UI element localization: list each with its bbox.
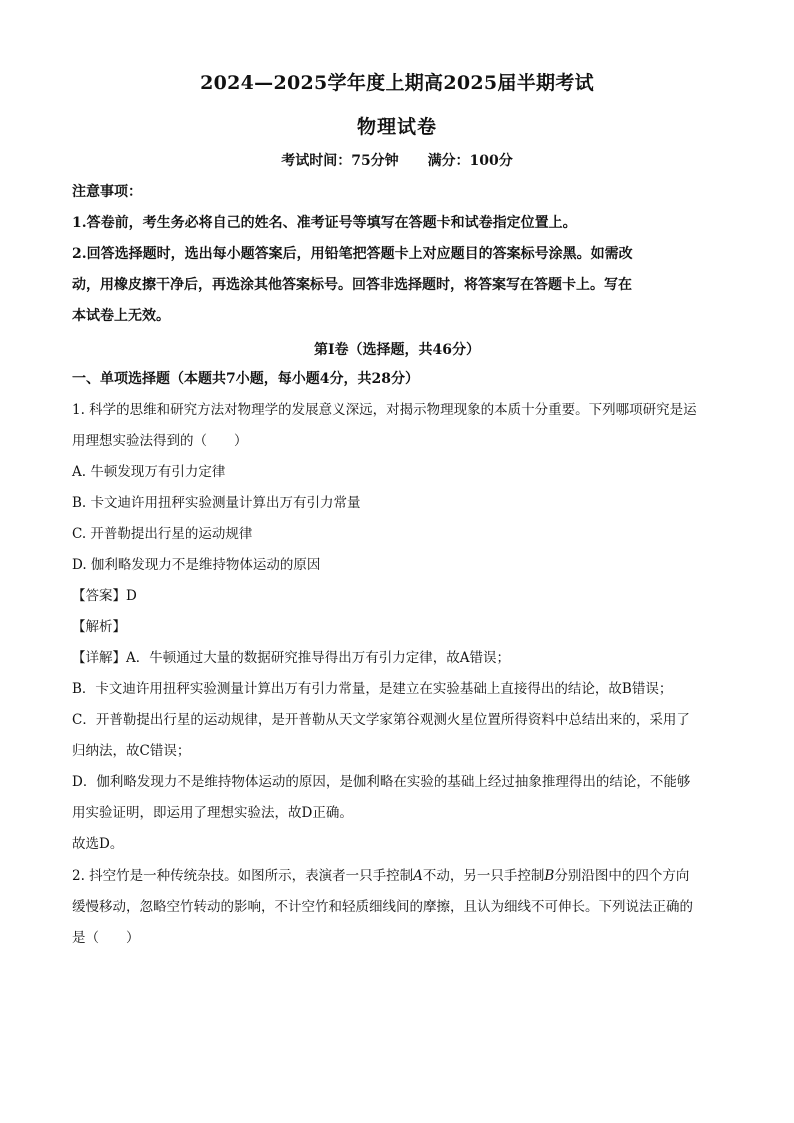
q2-stem-line-2: 缓慢移动，忽略空竹转动的影响，不计空竹和轻质细线间的摩擦，且认为细线不可伸长。下列说法正确的 xyxy=(72,899,693,915)
exam-full-score: 满分：100分 xyxy=(427,153,513,169)
exam-subtitle: 物理试卷 xyxy=(356,116,437,138)
q1-stem-line-1: 1. 科学的思维和研究方法对物理学的发展意义深远，对揭示物理现象的本质十分重要。下列哪项研究是运 xyxy=(72,402,697,418)
q2-stem-part-1: 2. 抖空竹是一种传统杂技。如图所示，表演者一只手控制 xyxy=(72,868,414,884)
detail-a-text: A．牛顿通过大量的数据研究推导得出万有引力定律，故A错误； xyxy=(126,650,510,666)
q1-detail-d-line-1: D．伽利略发现力不是维持物体运动的原因，是伽利略在实验的基础上经过抽象推理得出的结论，不能够 xyxy=(72,774,691,790)
exam-title: 2024—2025学年度上期高2025届半期考试 xyxy=(200,72,594,94)
section-1-heading: 一、单项选择题（本题共7小题，每小题4分，共28分） xyxy=(72,371,419,387)
notice-item-1: 1.答卷前，考生务必将自己的姓名、准考证号等填写在答题卡和试卷指定位置上。 xyxy=(72,215,577,231)
answer-value: D xyxy=(126,588,137,604)
q1-detail-c-line-1: C．开普勒提出行星的运动规律，是开普勒从天文学家第谷观测火星位置所得资料中总结出来的，采用了 xyxy=(72,712,690,728)
q2-var-b: B xyxy=(544,868,555,884)
q1-analysis-tag: 【解析】 xyxy=(72,619,126,635)
q1-answer xyxy=(72,586,722,606)
exam-duration: 考试时间：75分钟 xyxy=(281,153,399,169)
notice-item-2-line-1: 2.回答选择题时，选出每小题答案后，用铅笔把答题卡上对应题目的答案标号涂黑。如需改 xyxy=(72,246,633,262)
q1-detail-a xyxy=(72,648,722,668)
q1-detail-d-line-2: 用实验证明，即运用了理想实验法，故D正确。 xyxy=(72,805,353,821)
q1-detail-c-line-2: 归纳法，故C错误； xyxy=(72,743,191,759)
q1-option-c: C. 开普勒提出行星的运动规律 xyxy=(72,526,253,542)
detail-tag: 【详解】 xyxy=(72,650,126,666)
q2-var-a: A xyxy=(413,868,423,884)
notice-item-2-line-3: 本试卷上无效。 xyxy=(72,308,170,324)
part-1-heading: 第Ⅰ卷（选择题，共46分） xyxy=(313,342,481,358)
q2-stem-line-3: 是（ ） xyxy=(72,930,140,946)
exam-time-info xyxy=(0,150,794,170)
q1-stem-line-2: 用理想实验法得到的（ ） xyxy=(72,433,248,449)
notice-item-2-line-2: 动，用橡皮擦干净后，再选涂其他答案标号。回答非选择题时，将答案写在答题卡上。写在 xyxy=(72,277,632,293)
q2-stem-part-3: 分别沿图中的四个方向 xyxy=(554,868,690,884)
q1-option-d: D. 伽利略发现力不是维持物体运动的原因 xyxy=(72,557,321,573)
q2-stem-line-1 xyxy=(72,866,722,886)
q1-detail-b: B．卡文迪许用扭秤实验测量计算出万有引力常量，是建立在实验基础上直接得出的结论，故B错误； xyxy=(72,681,673,697)
q1-conclusion: 故选D。 xyxy=(72,836,124,852)
q1-option-a: A. 牛顿发现万有引力定律 xyxy=(72,464,226,480)
notice-heading: 注意事项： xyxy=(72,184,142,200)
q1-option-b: B. 卡文迪许用扭秤实验测量计算出万有引力常量 xyxy=(72,495,361,511)
q2-stem-part-2: 不动，另一只手控制 xyxy=(422,868,545,884)
answer-tag: 【答案】 xyxy=(72,588,126,604)
